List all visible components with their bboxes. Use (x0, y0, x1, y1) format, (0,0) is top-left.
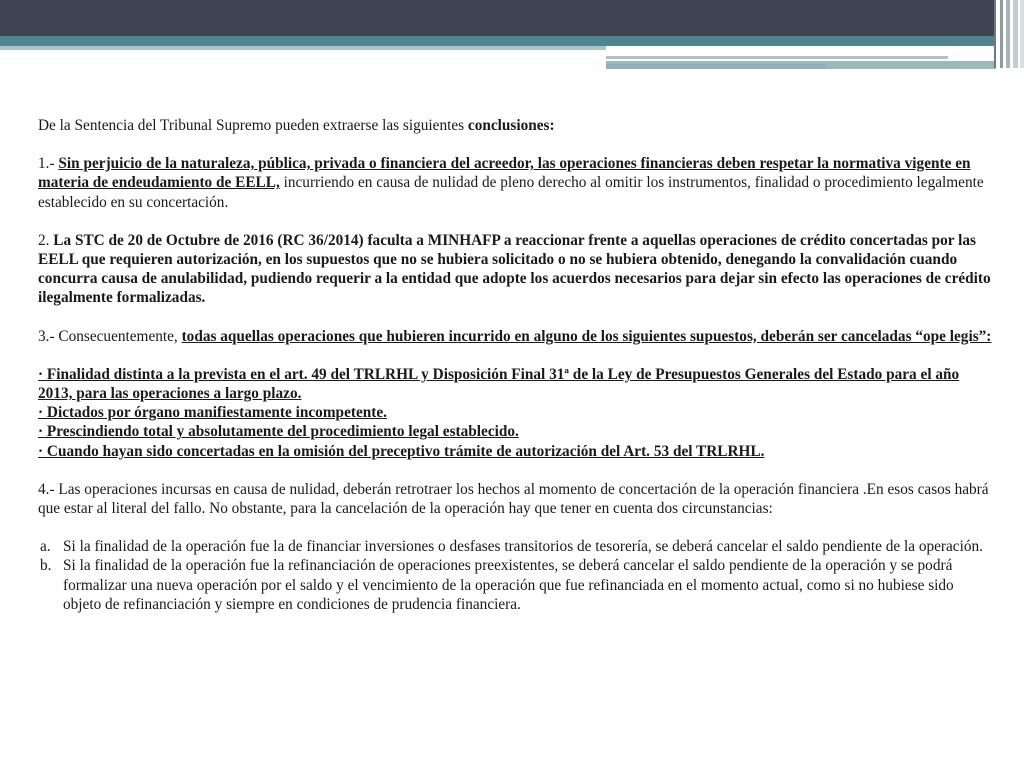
point-1 (38, 154, 993, 212)
header-vertical-stripes (994, 0, 1024, 68)
list-marker: a. (40, 538, 51, 556)
list-item-b (38, 556, 993, 614)
point-3-prefix: 3.- Consecuentemente, (38, 327, 182, 345)
header-light-line (0, 46, 606, 50)
point-4: 4.- Las operaciones incursas en causa de nulidad, deberán retrotraer los hechos al momento de concertación de la operación financiera .En esos casos habrá que estar al literal del fallo. No obstante, para la cancelación de la operación hay que tener en cuenta dos circunstancias: (38, 480, 989, 518)
bullet-item: · Prescindiendo total y absolutamente del procedimiento legal establecido. (38, 423, 519, 441)
point-1-emphasis: Sin perjuicio de la naturaleza, pública, privada o financiera del acreedor, las operaciones financieras deben respetar la normativa vigente en materia de endeudamiento de EELL, (38, 155, 971, 192)
bullet-item: · Finalidad distinta a la prevista en el art. 49 del TRLRHL y Disposición Final 31ª de la Ley de Presupuestos Generales del Estado para el año 2013, para las operaciones a largo plazo. (38, 365, 960, 403)
point-3-emphasis: todas aquellas operaciones que hubieren incurrido en alguno de los siguientes supuestos, deberán ser canceladas “ope legis”: (181, 327, 992, 345)
header-accent-line-1 (606, 56, 948, 59)
list-marker: b. (40, 557, 52, 575)
list-text: Si la finalidad de la operación fue la de financiar inversiones o desfases transitorios de tesorería, se deberá cancelar el saldo pendiente de la operación. (63, 538, 983, 556)
list-item-a (38, 537, 993, 556)
header-teal-band (0, 36, 1024, 46)
point-2 (38, 231, 993, 308)
bullet-item: · Cuando hayan sido concertadas en la omisión del preceptivo trámite de autorización del Art. 53 del TRLRHL. (38, 442, 765, 460)
slide-body (38, 116, 993, 614)
point-2-prefix: 2. (38, 231, 54, 249)
intro-paragraph (38, 116, 993, 135)
point-1-prefix: 1.- (38, 155, 59, 173)
header-dark-band (0, 0, 1024, 36)
list-text: Si la finalidad de la operación fue la refinanciación de operaciones preexistentes, se deberá cancelar el saldo pendiente de la operación y se podrá formalizar una nueva operación por el saldo y el vencimiento de la operación que fue refinanciada en el momento actual, como si no hubiese sido objeto de refinanciación y siempre en condiciones de prudencia financiera. (63, 557, 954, 613)
intro-bold: conclusiones: (467, 117, 555, 134)
point-2-bold: La STC de 20 de Octubre de 2016 (RC 36/2014) faculta a MINHAFP a reaccionar frente a aquellas operaciones de crédito concertadas por las EELL que requieren autorización, en los supuestos que no se hubiera solicitado o no se hubiera obtenido, denegando la convalidación cuando concurra causa de anulabilidad, pudiendo requerir a la entidad que adopte los acuerdos necesarios para dejar sin efecto las operaciones de crédito ilegalmente formalizadas. (38, 231, 991, 307)
header-accent-line-3 (606, 64, 826, 69)
intro-text: De la Sentencia del Tribunal Supremo pueden extraerse las siguientes (38, 117, 468, 134)
point-3 (38, 327, 993, 346)
header-white-block (606, 46, 996, 54)
bullet-item: · Dictados por órgano manifiestamente incompetente. (38, 404, 387, 422)
point-1-rest: incurriendo en causa de nulidad de pleno derecho al omitir los instrumentos, finalidad o procedimiento legalmente establecido en su concertación. (38, 174, 984, 211)
